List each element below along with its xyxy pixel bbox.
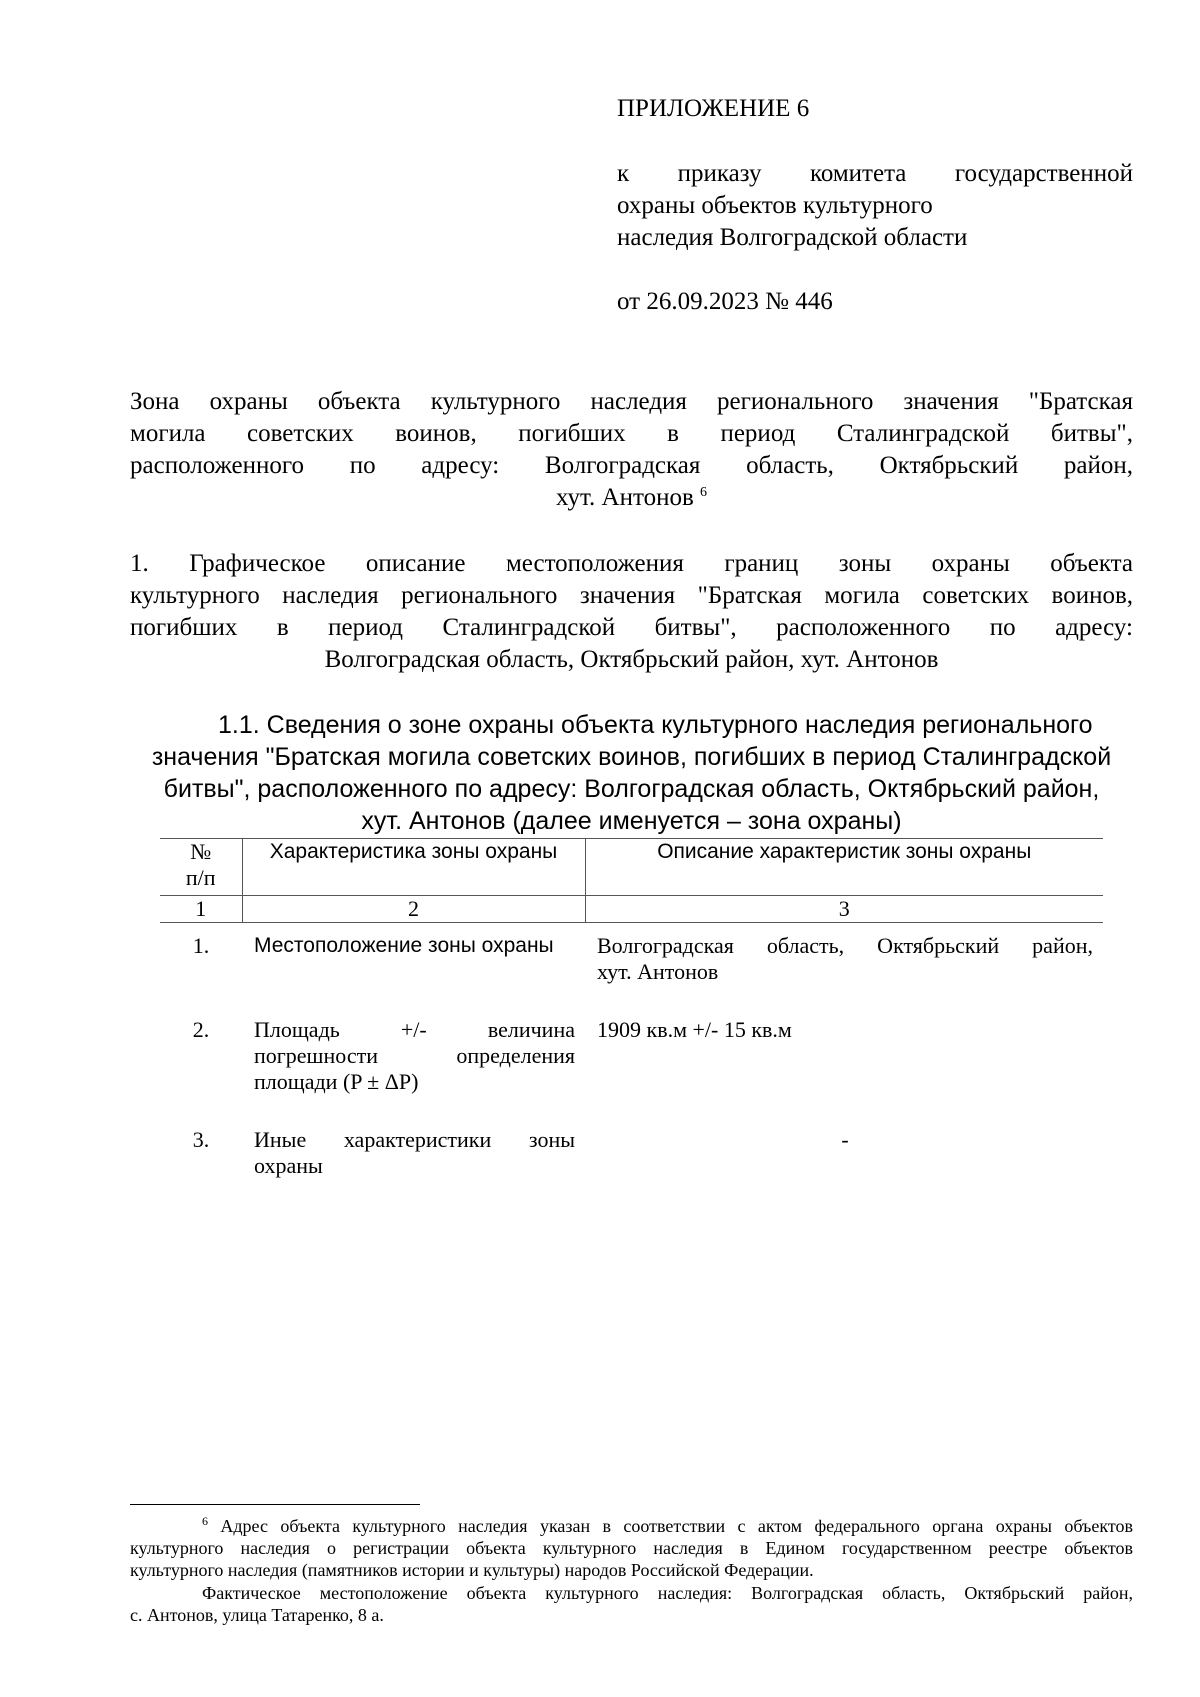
zone-title-line: Зона охраны объекта культурного наследия регионального значения "Братская bbox=[130, 388, 1133, 415]
description-line: хут. Антонов bbox=[597, 959, 719, 984]
header-number bbox=[160, 839, 242, 896]
row-number: 1. bbox=[192, 933, 210, 958]
row-number: 3. bbox=[192, 1127, 210, 1152]
characteristic-line: охраны bbox=[254, 1153, 323, 1178]
section-1-1-line: 1.1. Сведения о зоне охраны объекта культурного наследия регионального bbox=[218, 711, 1093, 739]
appendix-order-line: наследия Волгоградской области bbox=[617, 224, 968, 251]
appendix-title: ПРИЛОЖЕНИЕ 6 bbox=[617, 95, 810, 122]
section-1-1-line: хут. Антонов (далее именуется – зона охраны) bbox=[361, 807, 902, 835]
characteristic-line: Площадь +/- величина bbox=[254, 1017, 575, 1042]
section-1-line: культурного наследия регионального значения "Братская могила советских воинов, bbox=[130, 582, 1133, 609]
table-column-number-row bbox=[160, 896, 1103, 923]
appendix-date: от 26.09.2023 № 446 bbox=[617, 288, 833, 315]
row-characteristic bbox=[242, 1015, 585, 1127]
row-characteristic: Местоположение зоны охраны bbox=[254, 934, 554, 957]
characteristic-line: погрешности определения bbox=[254, 1043, 575, 1068]
appendix-order-reference bbox=[617, 158, 1133, 254]
footnote-line: Фактическое местоположение объекта культурного наследия: Волгоградская область, Октябрьский район, bbox=[202, 1583, 1133, 1603]
characteristics-table bbox=[160, 838, 1103, 1187]
section-1-1-line: значения "Братская могила советских воинов, погибших в период Сталинградской bbox=[151, 743, 1112, 771]
header-description: Описание характеристик зоны охраны bbox=[585, 839, 1103, 896]
row-characteristic bbox=[242, 1127, 585, 1187]
description-line: Волгоградская область, Октябрьский район, bbox=[597, 933, 1093, 958]
column-number: 3 bbox=[585, 896, 1103, 923]
section-1-heading bbox=[130, 548, 1133, 676]
characteristic-line: площади bbox=[254, 1069, 338, 1094]
header-number-line: № bbox=[190, 839, 212, 864]
header-number-line: п/п bbox=[185, 865, 216, 890]
footnote-line: культурного наследия о регистрации объекта культурного наследия в Едином государственном реестре объектов bbox=[130, 1538, 1133, 1558]
zone-title-line: расположенного по адресу: Волгоградская область, Октябрьский район, bbox=[130, 452, 1133, 479]
row-description bbox=[585, 923, 1103, 1016]
footnote-line-text: Адрес объекта культурного наследия указан в соответствии с актом федерального органа охраны объектов bbox=[220, 1516, 1133, 1536]
table-row bbox=[160, 1015, 1103, 1127]
section-1-line: погибших в период Сталинградской битвы", расположенного по адресу: bbox=[130, 614, 1133, 641]
column-number: 1 bbox=[160, 896, 242, 923]
footnote-line: с. Антонов, улица Татаренко, 8 а. bbox=[130, 1605, 384, 1625]
characteristic-line-with-formula bbox=[254, 1069, 575, 1095]
appendix-order-line: к приказу комитета государственной bbox=[617, 160, 1133, 187]
footnote-line: культурного наследия (памятников истории и культуры) народов Российской Федерации. bbox=[130, 1560, 814, 1580]
zone-title-text: хут. Антонов bbox=[555, 484, 694, 511]
appendix-order-line: охраны объектов культурного bbox=[617, 192, 933, 219]
zone-characteristics-table bbox=[160, 838, 1103, 1187]
footnote-actual-location bbox=[130, 1582, 1133, 1626]
footnote-reference: 6 bbox=[700, 485, 708, 500]
section-1-1-line: битвы", расположенного по адресу: Волгоградская область, Октябрьский район, bbox=[163, 775, 1100, 803]
footnote-text bbox=[130, 1515, 1133, 1581]
zone-title bbox=[130, 386, 1133, 514]
zone-title-line-last bbox=[130, 482, 1133, 514]
table-header-row bbox=[160, 839, 1103, 896]
header-characteristic: Характеристика зоны охраны bbox=[242, 839, 585, 896]
section-1-line: 1. Графическое описание местоположения границ зоны охраны объекта bbox=[130, 550, 1133, 577]
section-1-1-heading bbox=[130, 709, 1133, 837]
characteristic-line: Иные характеристики зоны bbox=[254, 1127, 575, 1152]
row-description: 1909 кв.м +/- 15 кв.м bbox=[597, 1017, 792, 1042]
table-row bbox=[160, 1127, 1103, 1187]
row-description: - bbox=[841, 1127, 849, 1152]
footnote-mark: 6 bbox=[202, 1514, 208, 1528]
table-row bbox=[160, 923, 1103, 1016]
section-1-line: Волгоградская область, Октябрьский район, хут. Антонов bbox=[324, 646, 939, 673]
column-number: 2 bbox=[242, 896, 585, 923]
area-formula: (P ± ΔP) bbox=[342, 1069, 419, 1094]
footnote-line bbox=[130, 1515, 1133, 1537]
footnote-separator bbox=[130, 1504, 420, 1505]
row-number: 2. bbox=[192, 1017, 210, 1042]
zone-title-line: могила советских воинов, погибших в период Сталинградской битвы", bbox=[130, 420, 1133, 447]
